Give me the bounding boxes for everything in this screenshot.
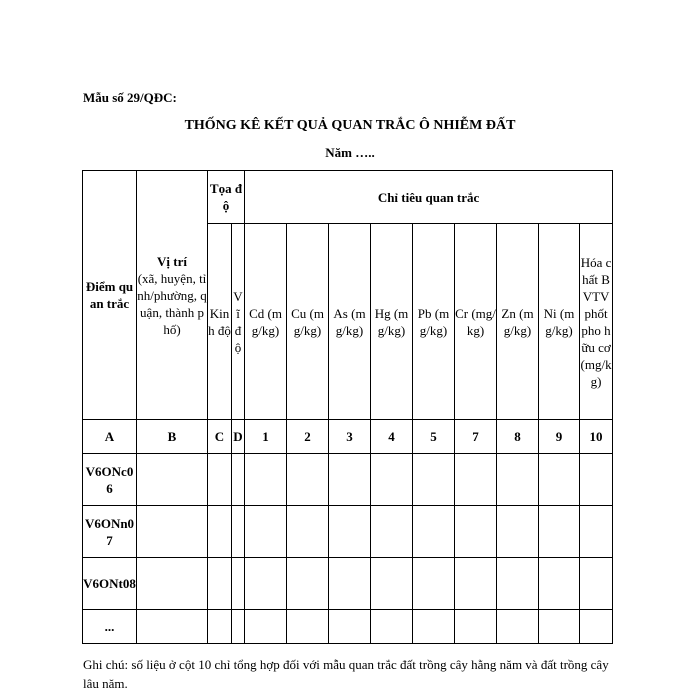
form-number: Mẫu số 29/QĐC: [83, 90, 177, 105]
data-cell [413, 506, 455, 558]
data-cell [580, 454, 613, 506]
header-longitude: Kinh độ [208, 224, 232, 420]
data-cell [208, 558, 232, 610]
table-row [83, 506, 613, 558]
data-cell [497, 454, 539, 506]
data-cell [497, 506, 539, 558]
data-cell [287, 558, 329, 610]
header-coordinates: Tọa độ [208, 171, 245, 224]
data-cell [455, 454, 497, 506]
page-title: THỐNG KÊ KẾT QUẢ QUAN TRẮC Ô NHIỄM ĐẤT [184, 118, 516, 133]
data-cell [137, 454, 208, 506]
data-cell [137, 558, 208, 610]
table-row [83, 454, 613, 506]
index-cell: 7 [455, 420, 497, 454]
data-cell [371, 454, 413, 506]
index-cell: 4 [371, 420, 413, 454]
data-cell [413, 558, 455, 610]
row-label: V6ONt08 [83, 558, 137, 610]
header-indicator-pb: Pb (mg/kg) [413, 224, 455, 420]
row-label: ... [83, 610, 137, 644]
table-row [83, 610, 613, 644]
data-cell [137, 506, 208, 558]
index-cell: A [83, 420, 137, 454]
data-cell [455, 506, 497, 558]
header-location-sub: (xã, huyện, tỉnh/phường, quận, thành phố) [137, 270, 207, 337]
header-indicator-cr: Cr (mg/kg) [455, 224, 497, 420]
header-indicator-pesticide: Hóa chất BVTV phốt pho hữu cơ (mg/kg) [580, 224, 613, 420]
data-cell [329, 454, 371, 506]
index-cell: 3 [329, 420, 371, 454]
index-cell: 9 [539, 420, 580, 454]
data-cell [232, 558, 245, 610]
header-indicator-zn: Zn (mg/kg) [497, 224, 539, 420]
data-cell [137, 610, 208, 644]
data-cell [232, 610, 245, 644]
data-cell [371, 610, 413, 644]
header-indicator-ni: Ni (mg/kg) [539, 224, 580, 420]
index-cell: 2 [287, 420, 329, 454]
header-indicator-hg: Hg (mg/kg) [371, 224, 413, 420]
data-cell [539, 558, 580, 610]
year-line: Năm ….. [325, 145, 375, 160]
header-point: Điểm quan trắc [83, 171, 137, 420]
data-cell [287, 506, 329, 558]
index-cell: 8 [497, 420, 539, 454]
data-cell [497, 558, 539, 610]
data-cell [580, 558, 613, 610]
header-indicators: Chỉ tiêu quan trắc [245, 171, 613, 224]
data-cell [371, 558, 413, 610]
header-indicator-as: As (mg/kg) [329, 224, 371, 420]
index-cell: 10 [580, 420, 613, 454]
index-cell: D [232, 420, 245, 454]
data-cell [232, 454, 245, 506]
data-cell [329, 506, 371, 558]
data-cell [287, 454, 329, 506]
index-cell: 5 [413, 420, 455, 454]
data-cell [245, 454, 287, 506]
data-cell [413, 454, 455, 506]
data-cell [245, 558, 287, 610]
row-label: V6ONc06 [83, 454, 137, 506]
header-indicator-cu: Cu (mg/kg) [287, 224, 329, 420]
data-cell [245, 610, 287, 644]
data-cell [455, 610, 497, 644]
data-cell [371, 506, 413, 558]
index-cell: C [208, 420, 232, 454]
data-cell [208, 610, 232, 644]
header-location-title: Vị trí [157, 253, 187, 269]
data-cell [245, 506, 287, 558]
data-cell [455, 558, 497, 610]
data-cell [539, 506, 580, 558]
footnote: Ghi chú: số liệu ở cột 10 chỉ tổng hợp đối với mẫu quan trắc đất trồng cây hằng năm và đất trồng cây lâu năm. [83, 657, 609, 691]
index-cell: B [137, 420, 208, 454]
data-cell [539, 610, 580, 644]
data-cell [208, 506, 232, 558]
data-cell [329, 558, 371, 610]
row-label: V6ONn07 [83, 506, 137, 558]
header-indicator-cd: Cd (mg/kg) [245, 224, 287, 420]
table-row [83, 558, 613, 610]
data-cell [497, 610, 539, 644]
data-cell [287, 610, 329, 644]
data-cell [329, 610, 371, 644]
data-cell [580, 610, 613, 644]
data-cell [580, 506, 613, 558]
data-cell [208, 454, 232, 506]
header-location [137, 171, 208, 420]
index-cell: 1 [245, 420, 287, 454]
monitoring-table [82, 170, 613, 644]
data-cell [413, 610, 455, 644]
header-latitude: Vĩ độ [232, 224, 245, 420]
data-cell [539, 454, 580, 506]
data-cell [232, 506, 245, 558]
